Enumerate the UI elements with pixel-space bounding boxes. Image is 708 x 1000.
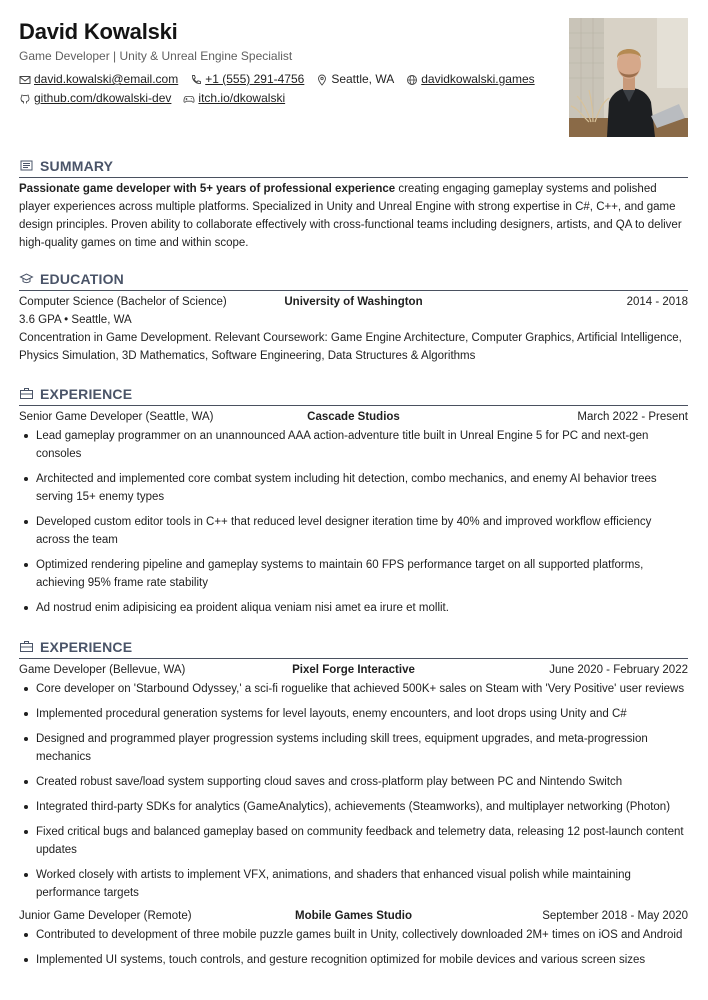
school: University of Washington xyxy=(284,296,423,308)
contact-info xyxy=(19,70,559,108)
itch-link[interactable]: itch.io/dkowalski xyxy=(198,91,286,105)
graduation-cap-icon xyxy=(19,271,34,286)
profile-photo xyxy=(569,18,688,137)
candidate-title: Game Developer | Unity & Unreal Engine Specialist xyxy=(19,49,293,63)
gamepad-icon xyxy=(183,93,195,105)
contact-phone[interactable] xyxy=(190,70,304,89)
section-title: EXPERIENCE xyxy=(40,638,133,655)
job-row xyxy=(19,661,688,679)
candidate-name: David Kowalski xyxy=(19,19,178,44)
list-item: Implemented procedural generation systems for level layouts, enemy encounters, and loot drops using Unity and C# xyxy=(19,705,688,723)
section-title: EDUCATION xyxy=(40,270,124,287)
contact-website[interactable] xyxy=(406,70,534,89)
degree: Computer Science (Bachelor of Science) xyxy=(19,296,227,308)
summary-body: creating engaging gameplay systems and polished player experiences across multiple platforms. Specialized in Unity and Unreal Engine with strong expertise in C#, C++, and game design principles. Proven ability to collaborate effectively with cross-functional teams including designers, artists, and QA to deliver high-quality games on time and within scope. xyxy=(19,183,682,249)
github-icon xyxy=(19,93,31,105)
education-header xyxy=(19,269,688,291)
contact-row xyxy=(19,89,559,108)
education-section xyxy=(19,269,688,365)
list-item: Ad nostrud enim adipisicing ea proident aliqua veniam nisi amet ea irure et mollit. xyxy=(19,599,688,617)
experience-section xyxy=(19,384,688,617)
job-dates: September 2018 - May 2020 xyxy=(542,910,688,922)
contact-location xyxy=(316,70,394,89)
phone-link[interactable]: +1 (555) 291-4756 xyxy=(205,72,305,86)
github-link[interactable]: github.com/dkowalski-dev xyxy=(34,91,172,105)
list-item: Worked closely with artists to implement VFX, animations, and shaders that enhanced visual polish while maintaining performance targets xyxy=(19,866,688,902)
job-company: Cascade Studios xyxy=(307,411,400,423)
briefcase-icon xyxy=(19,386,34,401)
email-icon xyxy=(19,74,31,86)
list-item: Optimized rendering pipeline and gameplay systems to maintain 60 FPS performance target on all supported platforms, achieving 95% frame rate stability xyxy=(19,556,688,592)
education-dates: 2014 - 2018 xyxy=(626,296,688,308)
location-icon xyxy=(316,74,328,86)
experience-header xyxy=(19,637,688,659)
list-item: Contributed to development of three mobile puzzle games built in Unity, collectively downloaded 2M+ times on iOS and Android xyxy=(19,926,688,944)
job-bullets xyxy=(19,926,688,969)
list-item: Designed and programmed player progression systems including skill trees, equipment upgrades, and meta-progression mechanics xyxy=(19,730,688,766)
contact-row xyxy=(19,70,559,89)
document-icon xyxy=(19,158,34,173)
globe-icon xyxy=(406,74,418,86)
contact-github[interactable] xyxy=(19,89,171,108)
list-item: Implemented UI systems, touch controls, and gesture recognition optimized for mobile devices and various screen sizes xyxy=(19,951,688,969)
profile-photo-image xyxy=(569,18,688,137)
list-item: Architected and implemented core combat system including hit detection, combo mechanics, and enemy AI behavior trees serving 15+ enemy types xyxy=(19,470,688,506)
list-item: Core developer on 'Starbound Odyssey,' a sci-fi roguelike that achieved 500K+ sales on Steam with 'Very Positive' user reviews xyxy=(19,680,688,698)
job-row xyxy=(19,907,688,925)
job-row xyxy=(19,408,688,426)
job-dates: March 2022 - Present xyxy=(577,411,688,423)
email-link[interactable]: david.kowalski@email.com xyxy=(34,72,179,86)
section-title: EXPERIENCE xyxy=(40,385,133,402)
job-bullets xyxy=(19,427,688,617)
summary-header xyxy=(19,156,688,178)
list-item: Created robust save/load system supporting cloud saves and cross-platform play between PC and Nintendo Switch xyxy=(19,773,688,791)
job-company: Mobile Games Studio xyxy=(295,910,412,922)
education-details: Concentration in Game Development. Relevant Coursework: Game Engine Architecture, Computer Graphics, Artificial Intelligence, Physics Simulation, 3D Mathematics, Software Engineering, Data Structures & Algorithms xyxy=(19,332,682,362)
list-item: Developed custom editor tools in C++ that reduced level designer iteration time by 40% and improved workflow efficiency across the team xyxy=(19,513,688,549)
education-row xyxy=(19,293,688,311)
job-company: Pixel Forge Interactive xyxy=(292,664,415,676)
list-item: Integrated third-party SDKs for analytics (GameAnalytics), achievements (Steamworks), and multiplayer networking (Photon) xyxy=(19,798,688,816)
contact-email[interactable] xyxy=(19,70,178,89)
job-role: Senior Game Developer (Seattle, WA) xyxy=(19,411,214,423)
phone-icon xyxy=(190,74,202,86)
list-item: Lead gameplay programmer on an unannounced AAA action-adventure title built in Unreal Engine 5 for PC and next-gen consoles xyxy=(19,427,688,463)
job-role: Junior Game Developer (Remote) xyxy=(19,910,192,922)
website-link[interactable]: davidkowalski.games xyxy=(421,72,535,86)
experience-header xyxy=(19,384,688,406)
experience-section xyxy=(19,637,688,969)
resume-header xyxy=(19,18,688,142)
location-text: Seattle, WA xyxy=(331,72,395,86)
job-dates: June 2020 - February 2022 xyxy=(549,664,688,676)
section-title: SUMMARY xyxy=(40,157,114,174)
list-item: Fixed critical bugs and balanced gameplay based on community feedback and telemetry data, releasing 12 post-launch content updates xyxy=(19,823,688,859)
contact-itch[interactable] xyxy=(183,89,285,108)
summary-section xyxy=(19,156,688,252)
briefcase-icon xyxy=(19,639,34,654)
summary-text xyxy=(19,180,688,252)
summary-lead: Passionate game developer with 5+ years of professional experience xyxy=(19,183,396,195)
education-gpa: 3.6 GPA • Seattle, WA xyxy=(19,314,132,326)
job-role: Game Developer (Bellevue, WA) xyxy=(19,664,186,676)
job-bullets xyxy=(19,680,688,902)
